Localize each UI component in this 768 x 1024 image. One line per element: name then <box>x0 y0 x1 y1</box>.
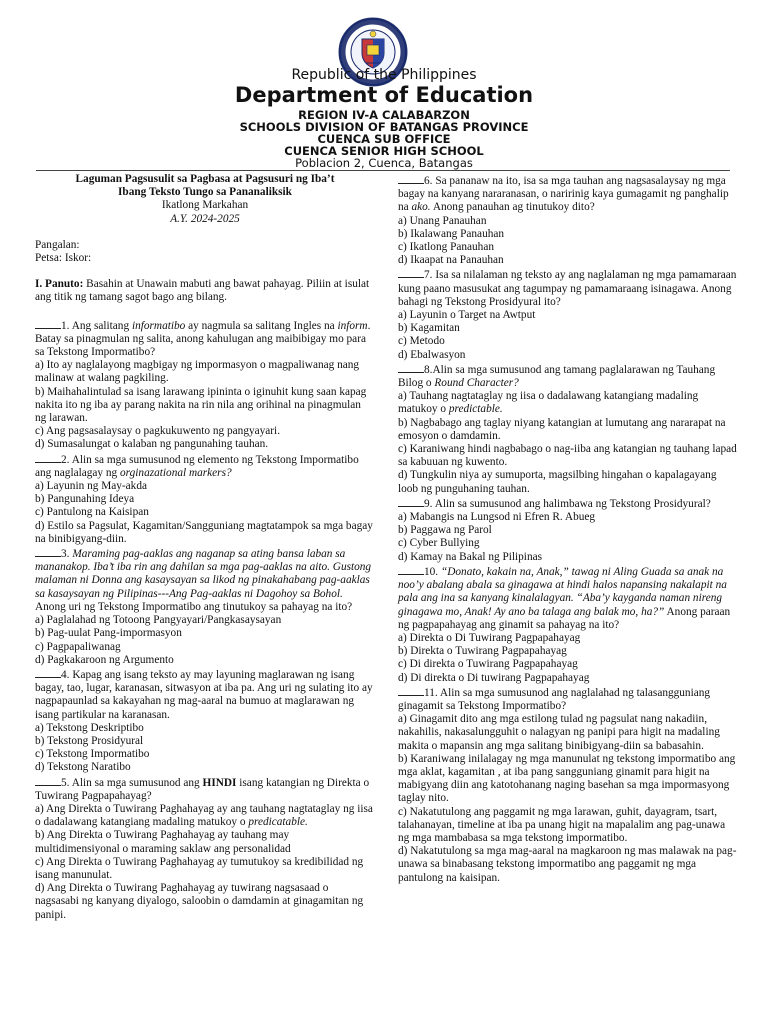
q-text: isang katangian ng Direkta o Tuwirang Pagpapahayag? <box>35 776 370 802</box>
option: b) Karaniwang inilalagay ng mga manunulat ng tekstong impormatibo ang mga aklat, kagamitan , at iba pang sangguniang ginamit para higit na mabigyang diin ang katotohanang naging basehan sa mga impormasyong taglay nito. <box>398 752 736 805</box>
instruction <box>35 278 375 304</box>
question-4 <box>35 667 375 722</box>
q-text: Sa pananaw na ito, isa sa mga tauhan ang nagsasalaysay ng mga bagay na kanyang nararanasan, o naririnig kaya gumagamit ng panghalip na <box>398 175 729 214</box>
q-italic: “Donato, kakain na, Anak,” tawag ni Aling Guada sa anak na noo’y abalang abala sa ginagawa at hindi halos napansing nakalapit na pala ang ina sa kanyang kinalalagyan. “Aba’y kayganda naman nireng ginagawa mo, Anak! Ay ano ba talaga ang balak mo, ha?” <box>398 565 727 618</box>
option: d) Nakatutulong sa mga mag-aaral na magkaroon ng mas malawak na pag-unawa sa binabasang tekstong impormatibo ang paggamit ng mga pantulong na kaisipan. <box>398 845 737 884</box>
q-text: Anong paraan ng pagpapahayag ang ginamit sa pahayag na ito? <box>398 605 731 631</box>
option: c) Cyber Bullying <box>398 537 480 550</box>
answer-blank-6[interactable] <box>398 173 424 184</box>
q-italic: orginazational markers? <box>120 466 232 479</box>
q-text: Alin sa mga sumusunod ang <box>71 776 203 789</box>
question-2 <box>35 452 375 480</box>
option: d) Di direkta o Di tuwirang Pagpapahayag <box>398 671 590 684</box>
option: b) Nagbabago ang taglay niyang katangian at lumutang ang nararapat na emosyon o damdamin. <box>398 416 726 442</box>
option: d) Tekstong Naratibo <box>35 761 131 774</box>
option: d) Estilo sa Pagsulat, Kagamitan/Sangguniang magtatampok sa mga bagay na binibigyang-diin. <box>35 519 373 545</box>
option: a) Direkta o Di Tuwirang Pagpapahayag <box>398 631 581 644</box>
date-label: Petsa: <box>35 252 62 265</box>
option: b) Direkta o Tuwirang Pagpapahayag <box>398 645 567 658</box>
question-number: 10. <box>424 565 439 578</box>
q-italic: Maraming pag-aaklas ang naganap sa ating bansa laban sa mananakop. Iba’t iba rin ang dahilan sa mga pag-aaklas na aito. Gustong malaman ni Donna ang kasaysayan sa likod ng pinakahabang pag-aaklas sa kasaysayan ng Pilipinas---Ang Pag-aaklas ni Dagohoy sa Bohol. <box>35 548 372 600</box>
exam-year: A.Y. 2024-2025 <box>170 212 240 225</box>
exam-title-line2: Ibang Teksto Tungo sa Pananaliksik <box>118 186 292 199</box>
answer-blank-1[interactable] <box>35 318 61 329</box>
school-line: CUENCA SENIOR HIGH SCHOOL <box>284 144 484 158</box>
q-text: . Batay sa pinagmulan ng salita, anong kahulugan ang maibibigay mo para sa Tekstong Impormatibo? <box>35 319 371 359</box>
exam-quarter: Ikatlong Markahan <box>161 199 249 212</box>
option: b) Ikalawang Panauhan <box>398 227 505 240</box>
question-3 <box>35 546 375 614</box>
exam-title-line1: Laguman Pagsusulit sa Pagbasa at Pagsusuri ng Iba’t <box>75 173 335 185</box>
spacer <box>35 265 375 278</box>
option-text: a) Tauhang nagtataglay ng iisa o dadalawang katangiang madaling matukoy o <box>398 390 699 416</box>
q-italic: Round Character? <box>434 377 519 390</box>
option: c) Pagpapaliwanag <box>35 640 121 653</box>
option: c) Ang pagsasalaysay o pagkukuwento ng pangyayari. <box>35 425 281 438</box>
header-divider <box>36 170 730 171</box>
question-number: 6. <box>424 175 433 187</box>
q-text: Alin sa mga sumusunod ang naglalahad ng talasangguniang ginagamit sa Tekstong Impormatibo? <box>398 686 711 712</box>
option: c) Karaniwang hindi nagbabago o nag-iiba ang katangian ng tauhang lapad sa kabuuan ng kuwento. <box>398 443 737 469</box>
option: c) Pantulong na Kaisipan <box>35 506 149 519</box>
option: b) Maihahalintulad sa isang larawang ipininta o iginuhit kung saan kapag nakita ito ng iba ay parang nakita na rin nila ang orihinal na pinagmulan ng larawan. <box>35 385 367 425</box>
question-number: 3. <box>61 548 70 561</box>
option: d) Pagkakaroon ng Argumento <box>35 653 174 666</box>
question-number: 1. <box>61 319 70 332</box>
option: b) Tekstong Prosidyural <box>35 734 144 747</box>
answer-blank-8[interactable] <box>398 362 424 373</box>
q-text: Alin sa sumusunod ang halimbawa ng Tekstong Prosidyural? <box>434 497 711 510</box>
question-1 <box>35 318 375 360</box>
answer-blank-3[interactable] <box>35 546 61 557</box>
option: d) Tungkulin niya ay sumuporta, magsilbing hingahan o kapalagayang loob ng punguhaning tauhan. <box>398 469 717 495</box>
address-line: Poblacion 2, Cuenca, Batangas <box>295 156 473 170</box>
option: b) Pag-uulat Pang-impormasyon <box>35 627 182 640</box>
answer-blank-5[interactable] <box>35 775 61 786</box>
option: a) Ito ay naglalayong magbigay ng impormasyon o magpaliwanag nang malinaw at walang pagkiling. <box>35 359 360 385</box>
answer-blank-2[interactable] <box>35 452 61 463</box>
option: c) Tekstong Impormatibo <box>35 748 150 761</box>
option: d) Ebalwasyon <box>398 348 466 361</box>
option <box>35 803 375 829</box>
question-10 <box>398 564 738 632</box>
option: b) Paggawa ng Parol <box>398 524 492 537</box>
q-text: Alin sa mga sumusunod ng elemento ng Tekstong Impormatibo ang naglalagay ng <box>35 453 359 479</box>
question-number: 5. <box>61 776 70 789</box>
question-number: 2. <box>61 453 70 466</box>
question-11 <box>398 685 738 713</box>
q-text: Isa sa nilalaman ng teksto ay ang naglalaman ng mga pamamaraan kung paano masusukat ang tagumpay ng pamamaraang isinagawa. Anong bahagi ng Tekstong Prosidyural ito? <box>398 269 737 308</box>
option: d) Sumasalungat o kalaban ng pangunahing tauhan. <box>35 438 269 451</box>
option: c) Ikatlong Panauhan <box>398 241 494 254</box>
q-text: ay nagmula sa salitang Ingles na <box>185 319 338 332</box>
option: a) Mabangis na Lungsod ni Efren R. Abueg <box>398 511 596 524</box>
q-italic: inform <box>337 319 368 332</box>
q-text: Anong panauhan ag tinutukoy dito? <box>430 201 595 214</box>
option: c) Nakatutulong ang paggamit ng mga larawan, guhit, dayagram, tsart, talahanayan, timeline at iba pa unang higit na mapalalim ang pag-unawa ng mga mambabasa sa mga tekstong impormatibo. <box>398 805 726 844</box>
name-row <box>35 239 375 252</box>
date-score-row <box>35 252 375 265</box>
q-italic: ako. <box>411 201 431 214</box>
option-italic: predicatable. <box>248 816 308 829</box>
answer-blank-9[interactable] <box>398 496 424 507</box>
question-6 <box>398 173 738 215</box>
question-5 <box>35 775 375 803</box>
q-text: Alin sa mga sumusunod ang tamang paglalarawan ng Tauhang Bilog o <box>398 363 716 390</box>
option: a) Paglalahad ng Totoong Pangyayari/Pangkasaysayan <box>35 614 282 627</box>
q-text: Ang salitang <box>71 319 132 332</box>
question-number: 9. <box>424 497 433 510</box>
option: a) Layunin ng May-akda <box>35 480 147 493</box>
question-number: 11. <box>424 686 438 699</box>
answer-blank-7[interactable] <box>398 267 424 278</box>
option: c) Metodo <box>398 335 445 348</box>
answer-blank-10[interactable] <box>398 564 424 575</box>
question-8 <box>398 362 738 390</box>
instruction-text: Basahin at Unawain mabuti ang bawat pahayag. Piliin at isulat ang titik ng tamang sagot bago ang bilang. <box>35 278 370 304</box>
option: a) Ginagamit dito ang mga estilong tulad ng pagsulat nang nakadiin, nakahilis, nakasalungguhit o nalagyan ng panipi para higit na madaling makita o mapansin ang mga salitang binibigyang-diin sa babasahin. <box>398 713 720 752</box>
score-label: Iskor: <box>64 252 92 265</box>
option: c) Ang Direkta o Tuwirang Paghahayag ay tumutukoy sa kredibilidad ng isang manunulat. <box>35 855 364 881</box>
question-number: 8. <box>424 363 433 376</box>
republic-line: Republic of the Philippines <box>291 67 477 83</box>
option: b) Kagamitan <box>398 322 460 335</box>
q-italic: informatibo <box>131 319 186 332</box>
option: a) Layunin o Target na Awtput <box>398 309 536 322</box>
option: a) Unang Panauhan <box>398 214 487 227</box>
question-9 <box>398 496 738 511</box>
option: b) Ang Direkta o Tuwirang Paghahayag ay tauhang may multidimensiyonal o maraming saklaw ang personalidad <box>35 829 291 855</box>
region-line: REGION IV-A CALABARZON <box>298 108 470 122</box>
sub-office-line: CUENCA SUB OFFICE <box>317 132 451 146</box>
option: c) Di direkta o Tuwirang Pagpapahayag <box>398 658 578 671</box>
division-line: SCHOOLS DIVISION OF BATANGAS PROVINCE <box>239 120 529 134</box>
right-column <box>398 173 738 885</box>
q-text: Kapag ang isang teksto ay may layuning maglarawan ng isang bagay, tao, lugar, karanasan, sitwasyon at iba pa. Ang uri ng sulating ito ay nagpapaunlad sa kakayahan ng mag-aaral na bumuo at maglarawan ng isang partikular na karanasan. <box>35 668 373 721</box>
instruction-head: I. Panuto: <box>35 278 84 291</box>
question-number: 4. <box>61 668 70 681</box>
answer-blank-11[interactable] <box>398 685 424 696</box>
option: d) Kamay na Bakal ng Pilipinas <box>398 550 543 563</box>
spacer <box>35 305 375 318</box>
question-number: 7. <box>424 269 433 282</box>
department-title: Department of Education <box>234 83 534 107</box>
option-italic: predictable. <box>448 403 503 416</box>
question-7 <box>398 267 738 309</box>
option: a) Tekstong Deskriptibo <box>35 721 144 734</box>
option-text: a) Ang Direkta o Tuwirang Paghahayag ay ang tauhang nagtataglay ng iisa o dadalawang katangiang madaling matukoy o <box>35 802 373 829</box>
q-bold: HINDI <box>202 776 237 789</box>
option: d) Ang Direkta o Tuwirang Paghahayag ay tuwirang nagsasaad o nagsasabi ng kanyang diyalogo, saloobin o damdamin at ginagamitan ng panipi. <box>35 882 364 921</box>
answer-blank-4[interactable] <box>35 667 61 678</box>
q-text: Anong uri ng Tekstong Impormatibo ang tinutukoy sa pahayag na ito? <box>35 600 353 613</box>
spacer <box>35 226 375 239</box>
option: d) Ikaapat na Panauhan <box>398 254 504 267</box>
name-label: Pangalan: <box>35 238 80 251</box>
left-column <box>35 173 375 922</box>
option <box>398 390 738 416</box>
option: b) Pangunahing Ideya <box>35 493 135 506</box>
